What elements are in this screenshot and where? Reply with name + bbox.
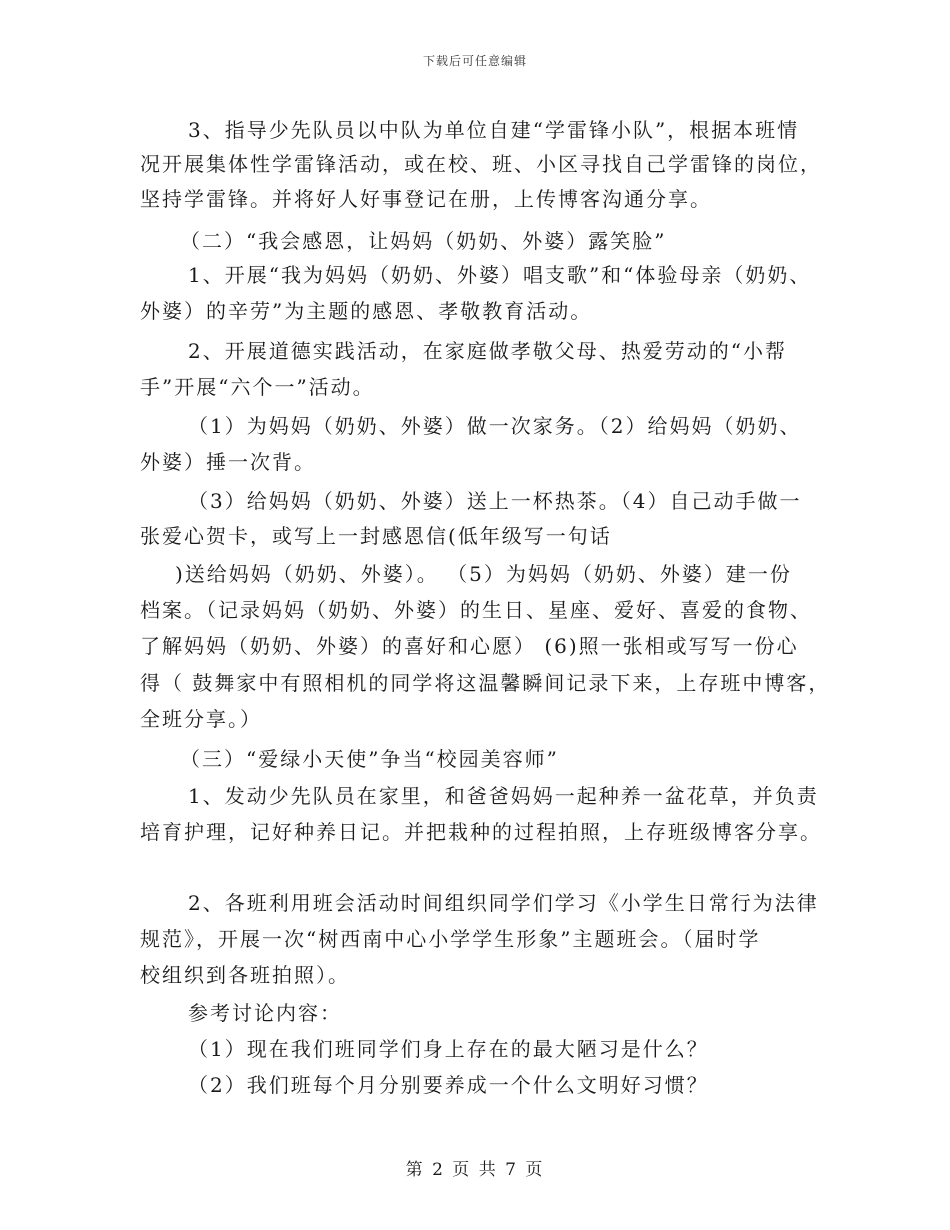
paragraph-line: 参考讨论内容： [188, 1001, 342, 1025]
list-item: （1）现在我们班同学们身上存在的最大陋习是什么？ [188, 1037, 709, 1061]
paragraph-line: 外婆）的辛劳”为主题的感恩、孝敬教育活动。 [140, 299, 593, 323]
list-item: （2）我们班每个月分别要养成一个什么文明好习惯？ [188, 1073, 709, 1097]
paragraph-line: 2、各班利用班会活动时间组织同学们学习《小学生日常行为法律 [188, 891, 819, 915]
paragraph-line: 1、发动少先队员在家里，和爸爸妈妈一起种养一盆花草，并负责 [188, 784, 819, 808]
section-heading: （三）“爱绿小天使”争当“校园美容师” [180, 747, 559, 771]
paragraph-line: 坚持学雷锋。并将好人好事登记在册，上传博客沟通分享。 [140, 187, 712, 211]
paragraph-line: )送给妈妈（奶奶、外婆）。 （5）为妈妈（奶奶、外婆）建一份 [175, 562, 792, 586]
paragraph-line: 2、开展道德实践活动，在家庭做孝敬父母、热爱劳动的“小帮 [188, 339, 787, 363]
section-heading: （二）“我会感恩，让妈妈（奶奶、外婆）露笑脸” [180, 229, 667, 253]
paragraph-line: 3、指导少先队员以中队为单位自建“学雷锋小队”，根据本班情 [188, 118, 800, 142]
paragraph-line: 培育护理，记好种养日记。并把栽种的过程拍照，上存班级博客分享。 [140, 820, 822, 844]
page-header: 下载后可任意编辑 [422, 54, 527, 68]
paragraph-line: 全班分享。） [140, 707, 262, 731]
paragraph-line: 1、开展“我为妈妈（奶奶、外婆）唱支歌”和“体验母亲（奶奶、 [188, 263, 812, 287]
paragraph-line: （3）给妈妈（奶奶、外婆）送上一杯热茶。（4）自己动手做一 [188, 489, 802, 513]
paragraph-line: 得（ 鼓舞家中有照相机的同学将这温馨瞬间记录下来，上存班中博客， [140, 671, 831, 695]
paragraph-line: 况开展集体性学雷锋活动，或在校、班、小区寻找自己学雷锋的岗位， [140, 152, 822, 176]
page-footer: 第 2 页 共 7 页 [405, 1160, 545, 1180]
paragraph-line: 张爱心贺卡，或写上一封感恩信(低年级写一句话 [140, 524, 612, 548]
paragraph-line: 手”开展“六个一”活动。 [140, 375, 375, 399]
paragraph-line: 档案。（记录妈妈（奶奶、外婆）的生日、星座、爱好、喜爱的食物、 [140, 598, 812, 622]
paragraph-line: 规范》，开展一次“树西南中心小学学生形象”主题班会。（届时学 [140, 927, 761, 951]
paragraph-line: 了解妈妈（奶奶、外婆）的喜好和心愿） (6)照一张相或写写一份心 [140, 634, 799, 658]
paragraph-line: 外婆）捶一次背。 [140, 450, 316, 474]
paragraph-line: 校组织到各班拍照）。 [140, 963, 350, 987]
paragraph-line: （1）为妈妈（奶奶、外婆）做一次家务。（2）给妈妈（奶奶、 [188, 414, 802, 438]
